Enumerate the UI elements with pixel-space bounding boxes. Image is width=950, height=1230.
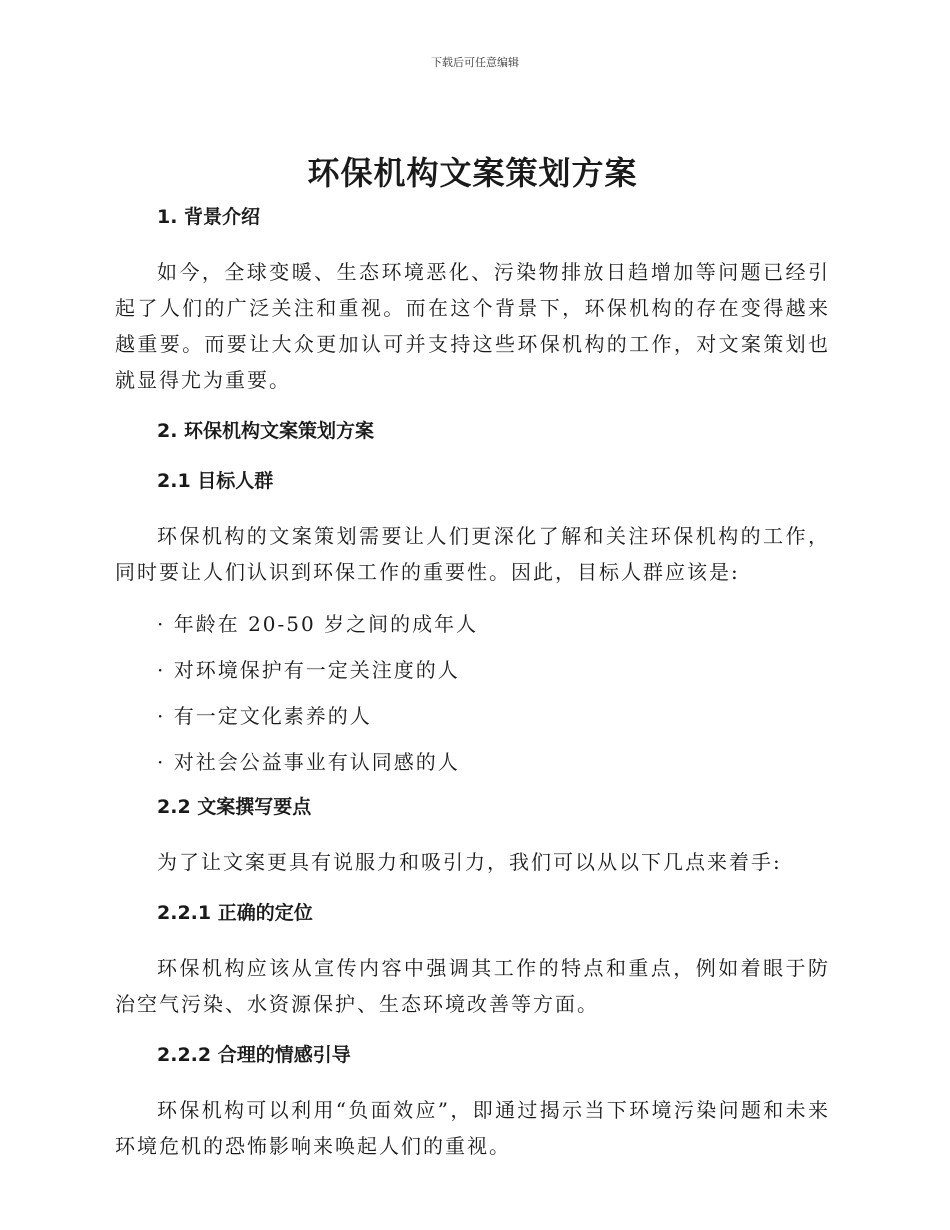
document-body: [115, 148, 830, 1184]
section-heading-writing-points: 2.2 文案撰写要点: [157, 796, 312, 818]
section-paragraph-background: 如今，全球变暖、生态环境恶化、污染物排放日趋增加等问题已经引起了人们的广泛关注和重视。而在这个背景下，环保机构的存在变得越来越重要。而要让大众更加认可并支持这些环保机构的工作，对文案策划也就显得尤为重要。: [115, 260, 830, 392]
section-paragraph-target-audience: 环保机构的文案策划需要让人们更深化了解和关注环保机构的工作，同时要让人们认识到环保工作的重要性。因此，目标人群应该是:: [115, 524, 830, 584]
section-heading-target-audience: 2.1 目标人群: [157, 470, 274, 492]
section-heading-background: 1. 背景介绍: [157, 206, 261, 228]
page-header: 下载后可任意编辑: [431, 56, 519, 69]
section-paragraph-positioning: 环保机构应该从宣传内容中强调其工作的特点和重点，例如着眼于防治空气污染、水资源保护、生态环境改善等方面。: [115, 956, 830, 1016]
list-item: · 对环境保护有一定关注度的人: [157, 658, 460, 682]
section-paragraph-emotional-guidance: 环保机构可以利用“负面效应”，即通过揭示当下环境污染问题和未来环境危机的恐怖影响来唤起人们的重视。: [115, 1098, 830, 1158]
section-heading-plan: 2. 环保机构文案策划方案: [157, 420, 375, 442]
document-title: 环保机构文案策划方案: [307, 154, 638, 192]
list-item: · 对社会公益事业有认同感的人: [157, 750, 460, 774]
section-heading-emotional-guidance: 2.2.2 合理的情感引导: [157, 1044, 351, 1066]
list-item: · 年龄在 20-50 岁之间的成年人: [157, 612, 479, 636]
section-paragraph-writing-points: 为了让文案更具有说服力和吸引力，我们可以从以下几点来着手:: [157, 850, 782, 874]
list-item: · 有一定文化素养的人: [157, 704, 372, 728]
section-heading-positioning: 2.2.1 正确的定位: [157, 902, 313, 924]
